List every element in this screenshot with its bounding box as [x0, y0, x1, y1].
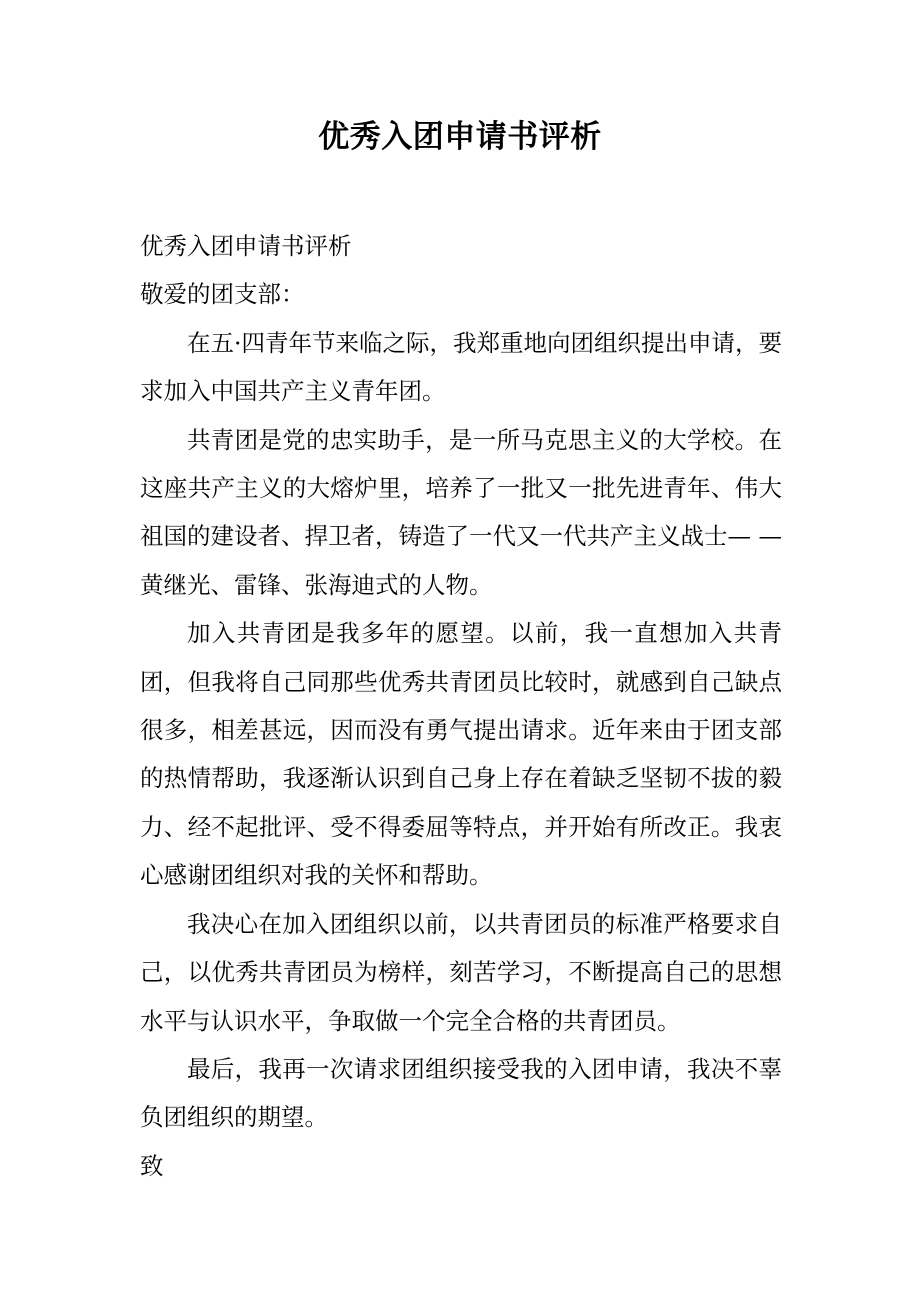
paragraph-final-request: 最后，我再一次请求团组织接受我的入团申请，我决不辜负团组织的期望。: [140, 1054, 782, 1132]
document-subtitle: 优秀入团申请书评析: [140, 232, 352, 260]
closing: 致: [140, 1151, 164, 1180]
paragraph-resolution: 我决心在加入团组织以前，以共青团员的标准严格要求自己，以优秀共青团员为榜样，刻苦学习，不断提高自己的思想水平与认识水平，争取做一个完全合格的共青团员。: [140, 909, 782, 1035]
paragraph-personal-wish: 加入共青团是我多年的愿望。以前，我一直想加入共青团，但我将自己同那些优秀共青团员比较时，就感到自己缺点很多，相差甚远，因而没有勇气提出请求。近年来由于团支部的热情帮助，我逐渐认识到自己身上存在着缺乏坚韧不拔的毅力、经不起批评、受不得委屈等特点，并开始有所改正。我衷心感谢团组织对我的关怀和帮助。: [140, 619, 782, 890]
paragraph-league-description: 共青团是党的忠实助手，是一所马克思主义的大学校。在这座共产主义的大熔炉里，培养了一批又一批先进青年、伟大祖国的建设者、捍卫者，铸造了一代又一代共产主义战士— —黄继光、雷锋、张海迪式的人物。: [140, 425, 782, 599]
paragraph-intro: 在五·四青年节来临之际，我郑重地向团组织提出申请，要求加入中国共产主义青年团。: [140, 328, 782, 406]
document-title: 优秀入团申请书评析: [318, 119, 602, 155]
document-body: [140, 222, 782, 1190]
salutation: 敬爱的团支部：: [140, 280, 305, 309]
